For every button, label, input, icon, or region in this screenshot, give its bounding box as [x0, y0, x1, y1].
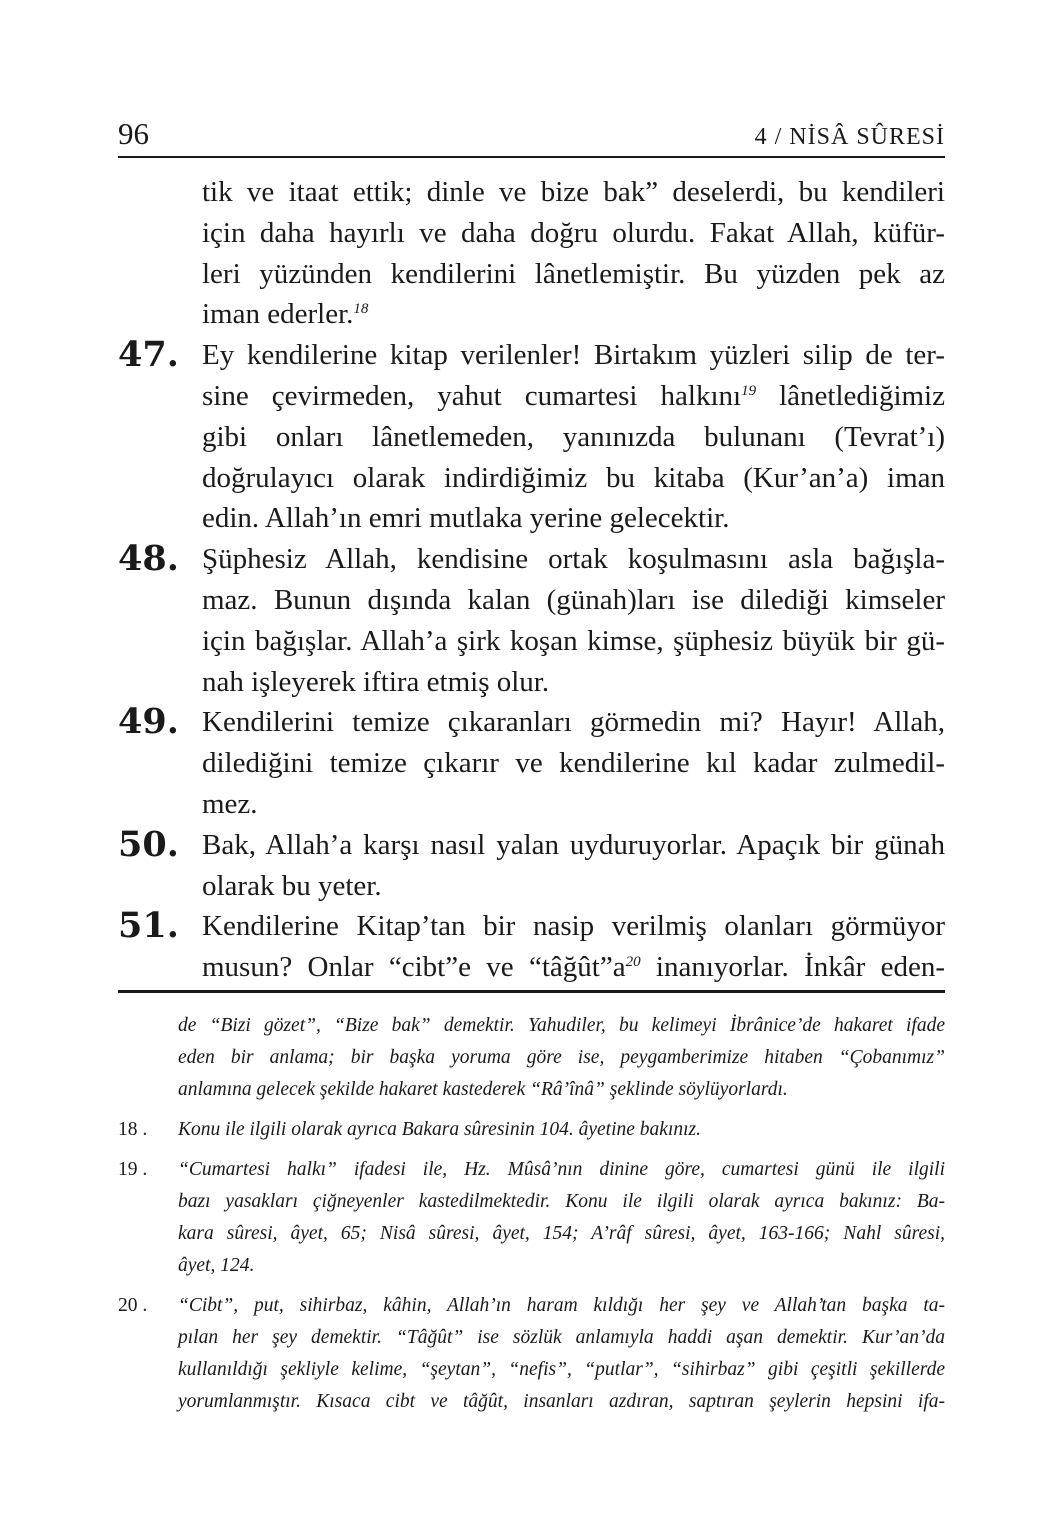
footnote-line: “Cibt”, put, sihirbaz, kâhin, Allah’ın haram kıldığı her şey ve Allah’tan başka ta-: [178, 1295, 945, 1316]
verse-48: [118, 539, 945, 702]
footnote-divider: [118, 990, 945, 993]
text-line: Ey kendilerine kitap verilenler! Birtakım yüzleri silip de ter-: [202, 339, 945, 372]
footnote-line: kullanıldığı şekliyle kelime, “şeytan”, “nefis”, “putlar”, “sihirbaz” gibi çeşitli şekillerde: [178, 1359, 945, 1380]
text-line: için bağışlar. Allah’a şirk koşan kimse, şüphesiz büyük bir gü-: [202, 624, 945, 657]
verse-number: 47.: [118, 334, 179, 376]
main-text: [118, 172, 945, 988]
text-line: leri yüzünden kendilerini lânetlemiştir. Bu yüzden pek az: [202, 257, 945, 290]
text-line: sine çevirmeden, yahut cumartesi halkını$^{19}$ lânetlediğimiz: [202, 379, 945, 412]
running-title: 4 / NİSÂ SÛRESİ: [754, 124, 945, 150]
text-line: için daha hayırlı ve daha doğru olurdu. Fakat Allah, küfür-: [202, 216, 945, 249]
footnote-19: [118, 1154, 945, 1282]
verse-51: [118, 906, 945, 988]
footnote-continuation: [118, 1010, 945, 1106]
text-line: mez.: [202, 787, 258, 820]
text-line: tik ve itaat ettik; dinle ve bize bak” deselerdi, bu kendileri: [202, 176, 945, 208]
footnotes: [118, 1010, 945, 1426]
text-line: doğrulayıcı olarak indirdiğimiz bu kitaba (Kur’an’a) iman: [202, 461, 945, 494]
text-line: dilediğini temize çıkarır ve kendilerine kıl kadar zulmedil-: [202, 747, 945, 780]
footnote-number: 19 .: [118, 1159, 148, 1180]
footnote-line: yorumlanmıştır. Kısaca cibt ve tâğût, insanları azdıran, saptıran şeylerin hepsini ifa-: [178, 1391, 945, 1412]
footnote-line: Konu ile ilgili olarak ayrıca Bakara sûresinin 104. âyetine bakınız.: [178, 1119, 702, 1140]
text-line: gibi onları lânetlemeden, yanınızda bulunanı (Tevrat’ı): [202, 420, 945, 453]
footnote-line: eden bir anlama; bir başka yoruma göre ise, peygamberimize hitaben “Çobanımız”: [178, 1047, 945, 1068]
text-line: maz. Bunun dışında kalan (günah)ları ise dilediği kimseler: [202, 583, 945, 616]
verse-50: [118, 825, 945, 907]
footnote-line: “Cumartesi halkı” ifadesi ile, Hz. Mûsâ’nın dinine göre, cumartesi günü ile ilgili: [178, 1159, 945, 1180]
verse-47: [118, 335, 945, 539]
verse-number: 51.: [118, 905, 179, 947]
footnote-line: bazı yasakları çiğneyenler kastedilmektedir. Konu ile ilgili olarak ayrıca bakınız: Ba-: [178, 1191, 945, 1212]
text-line: Şüphesiz Allah, kendisine ortak koşulmasını asla bağışla-: [202, 543, 945, 576]
footnote-line: de “Bizi gözet”, “Bize bak” demektir. Yahudiler, bu kelimeyi İbrânice’de hakaret ifade: [178, 1015, 945, 1036]
footnote-number: 20 .: [118, 1295, 148, 1316]
text-line: Kendilerini temize çıkaranları görmedin mi? Hayır! Allah,: [202, 706, 945, 739]
text-line: musun? Onlar “cibt”e ve “$tâğût”a^{20}$ inanıyorlar. İnkâr eden-: [202, 951, 945, 984]
footnote-line: pılan her şey demektir. “Tâğût” ise sözlük anlamıyla haddi aşan demektir. Kur’an’da: [178, 1327, 945, 1348]
footnote-ref-20[interactable]: 20: [625, 954, 641, 971]
verse-46-continuation: [118, 172, 945, 335]
page-header: [118, 114, 945, 158]
text-line: edin. Allah’ın emri mutlaka yerine gelecektir.: [202, 502, 730, 535]
footnote-ref-19[interactable]: 19: [741, 382, 757, 399]
verse-49: [118, 702, 945, 824]
footnote-18: [118, 1114, 945, 1146]
footnote-ref-18[interactable]: 18: [353, 301, 369, 318]
text-line: Bak, Allah’a karşı nasıl yalan uyduruyorlar. Apaçık bir günah: [202, 828, 945, 861]
text-line: nah işleyerek iftira etmiş olur.: [202, 665, 550, 698]
verse-number: 49.: [118, 701, 179, 743]
footnote-20: [118, 1290, 945, 1418]
footnote-line: anlamına gelecek şekilde hakaret kastederek “Râ’înâ” şeklinde söylüyorlardı.: [178, 1079, 788, 1100]
verse-number: 48.: [118, 538, 179, 580]
footnote-number: 18 .: [118, 1119, 148, 1140]
text-line: iman ederler.$^{18}$: [202, 298, 369, 331]
footnote-line: âyet, 124.: [178, 1255, 255, 1276]
verse-number: 50.: [118, 823, 179, 865]
text-line: olarak bu yeter.: [202, 869, 382, 902]
page-number: 96: [118, 116, 149, 151]
text-line: Kendilerine Kitap’tan bir nasip verilmiş olanları görmüyor: [202, 910, 945, 943]
footnote-line: kara sûresi, âyet, 65; Nisâ sûresi, âyet, 154; A’râf sûresi, âyet, 163-166; Nahl sûresi,: [178, 1223, 945, 1244]
